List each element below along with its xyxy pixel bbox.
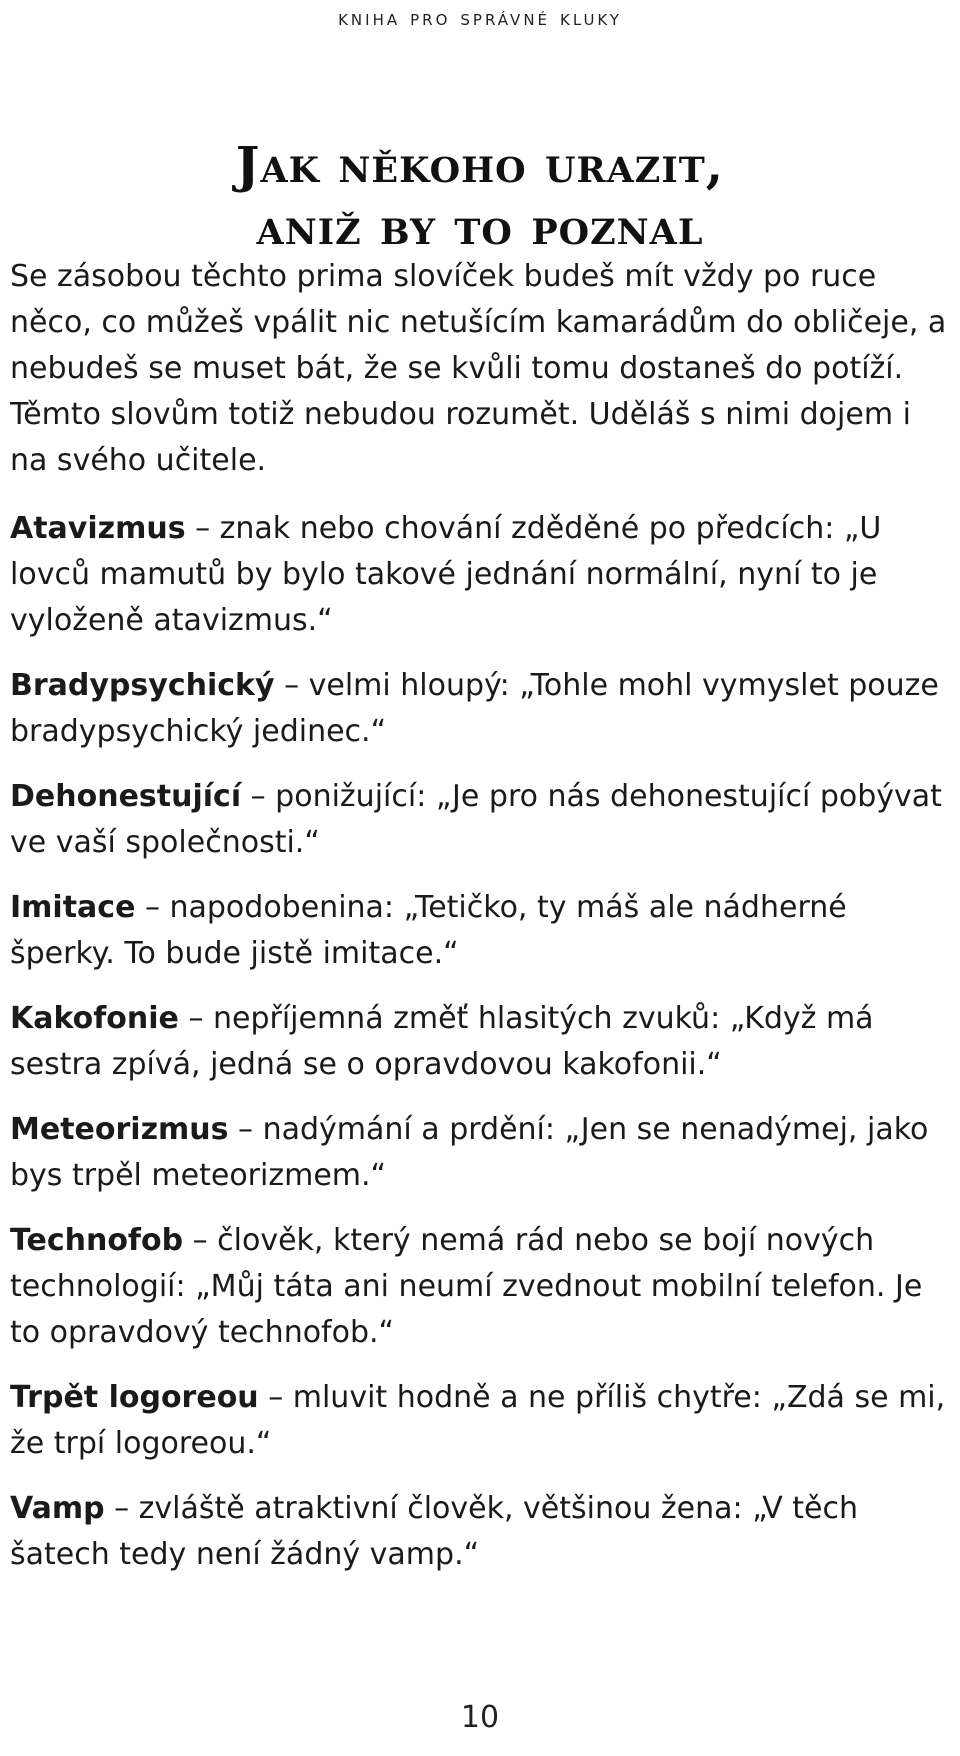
entry-term: Dehonestující	[10, 779, 242, 814]
vocabulary-entry-meteorizmus	[10, 1107, 956, 1199]
entry-term: Technofob	[10, 1223, 184, 1258]
vocabulary-list	[10, 506, 956, 1578]
vocabulary-entry-dehonestujici	[10, 774, 956, 866]
entry-term: Bradypsychický	[10, 668, 275, 703]
vocabulary-entry-atavizmus	[10, 506, 956, 644]
vocabulary-entry-trpet-logoreou	[10, 1375, 956, 1467]
entry-term: Kakofonie	[10, 1001, 179, 1036]
entry-term: Imitace	[10, 890, 136, 925]
entry-term: Vamp	[10, 1491, 105, 1526]
entry-term: Meteorizmus	[10, 1112, 229, 1147]
entry-definition: – člověk, který nemá rád nebo se bojí nových technologií: „Můj táta ani neumí zvednout mobilní telefon. Je to opravdový technofob.“	[10, 1223, 923, 1350]
entry-definition: – nadýmání a prdění: „Jen se nenadýmej, jako bys trpěl meteorizmem.“	[10, 1112, 929, 1193]
page-number: 10	[460, 1700, 500, 1735]
entry-definition: – zvláště atraktivní člověk, většinou žena: „V těch šatech tedy není žádný vamp.“	[10, 1491, 858, 1572]
intro-paragraph: Se zásobou těchto prima slovíček budeš mít vždy po ruce něco, co můžeš vpálit nic netušícím kamarádům do obličeje, a nebudeš se muset bát, že se kvůli tomu dostaneš do potíží. Těmto slovům totiž nebudou rozumět. Uděláš s nimi dojem i na svého učitele.	[10, 259, 947, 478]
vocabulary-entry-technofob	[10, 1218, 956, 1356]
entry-definition: – napodobenina: „Tetičko, ty máš ale nádherné šperky. To bude jistě imitace.“	[10, 890, 847, 971]
page-content	[10, 254, 956, 1597]
vocabulary-entry-bradypsychicky	[10, 663, 956, 755]
entry-definition: – znak nebo chování zděděné po předcích: „U lovců mamutů by bylo takové jednání normální, nyní to je vyloženě atavizmus.“	[10, 511, 882, 638]
entry-definition: – velmi hloupý: „Tohle mohl vymyslet pouze bradypsychický jedinec.“	[10, 668, 939, 749]
page-title	[0, 134, 960, 258]
running-header: kniha pro správné kluky	[338, 6, 622, 31]
vocabulary-entry-imitace	[10, 885, 956, 977]
entry-definition: – mluvit hodně a ne příliš chytře: „Zdá se mi, že trpí logoreou.“	[10, 1380, 946, 1461]
vocabulary-entry-vamp	[10, 1486, 956, 1578]
title-line-1: Jak někoho urazit,	[235, 134, 725, 194]
entry-definition: – nepříjemná změť hlasitých zvuků: „Když má sestra zpívá, jedná se o opravdovou kakofonii.“	[10, 1001, 874, 1082]
entry-term: Atavizmus	[10, 511, 186, 546]
entry-definition: – ponižující: „Je pro nás dehonestující pobývat ve vaší společnosti.“	[10, 779, 942, 860]
title-line-2: aniž by to poznal	[256, 196, 704, 256]
vocabulary-entry-kakofonie	[10, 996, 956, 1088]
entry-term: Trpět logoreou	[10, 1380, 259, 1415]
